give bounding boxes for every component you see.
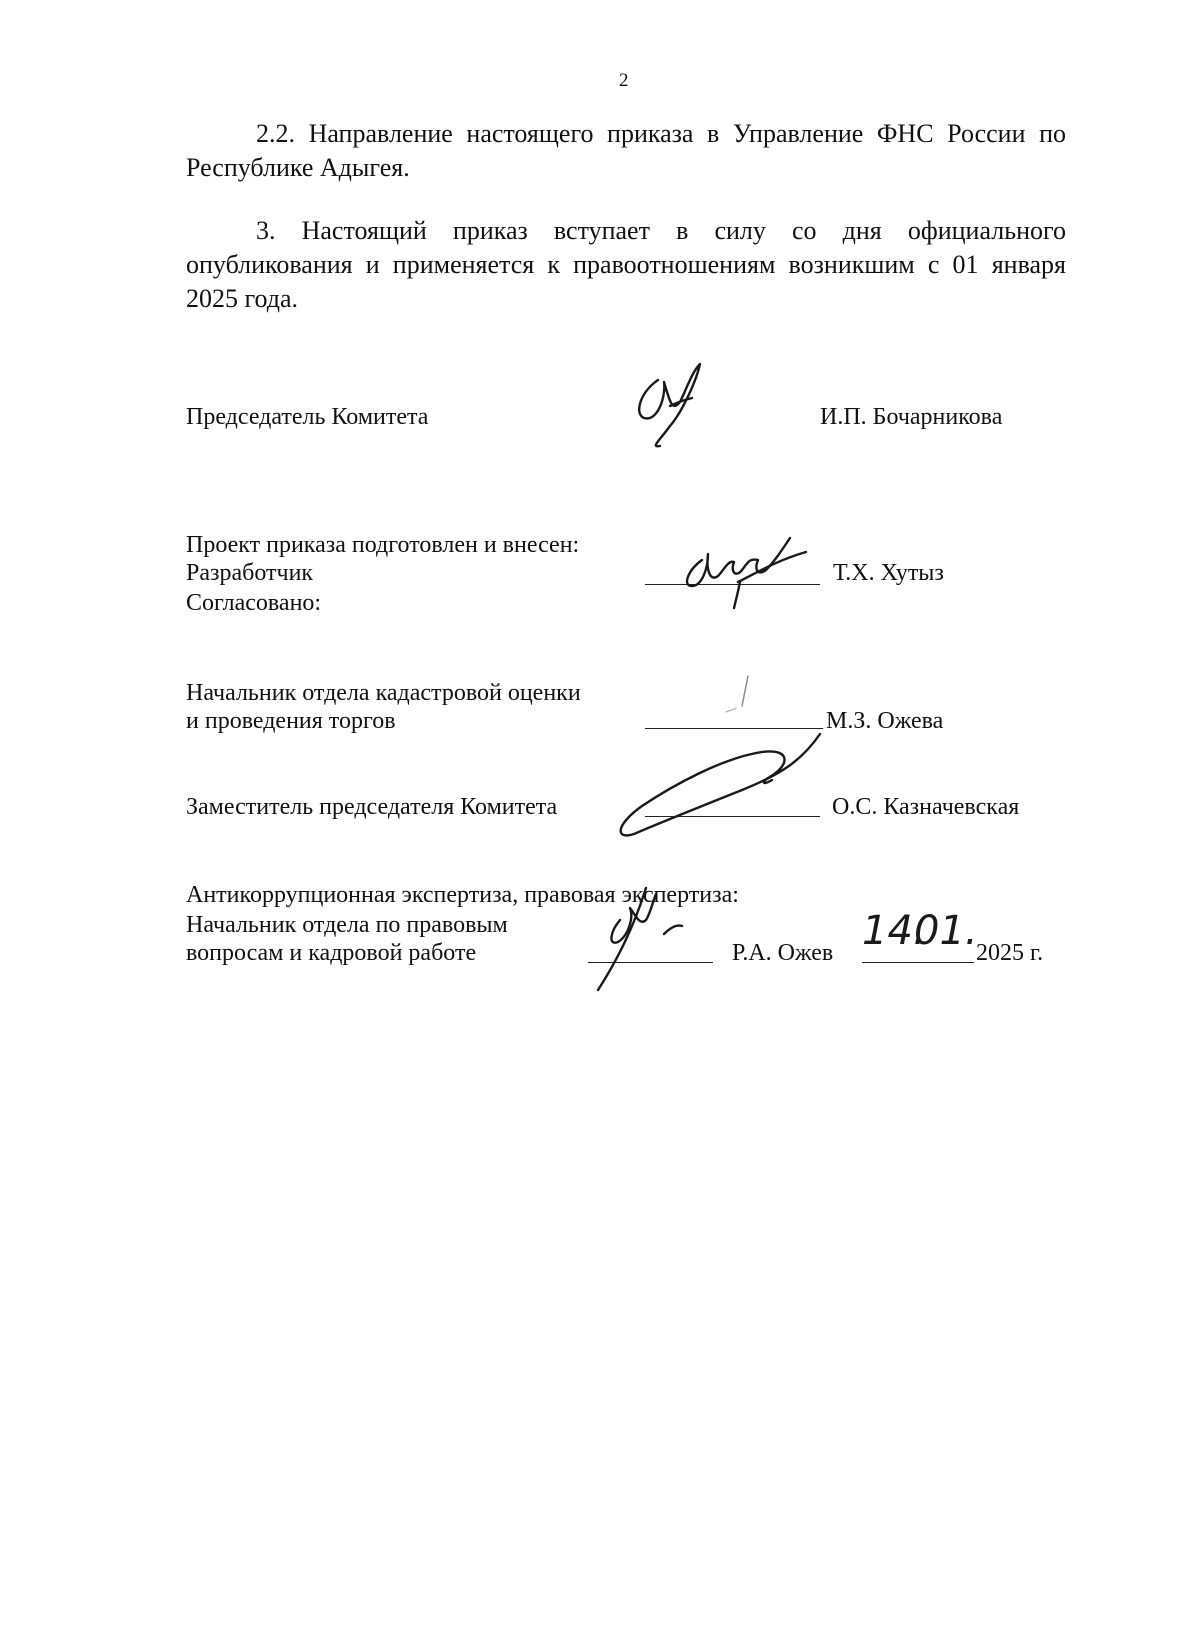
- paragraph-3-line-3: 2025 года.: [186, 284, 299, 313]
- chairman-name: И.П. Бочарникова: [820, 404, 1003, 430]
- page-number: 2: [619, 70, 629, 91]
- developer-signature: [678, 530, 818, 610]
- paragraph-2-2-line-1: 2.2. Направление настоящего приказа в Управление ФНС России по: [256, 119, 1066, 148]
- developer-role: Разработчик: [186, 560, 314, 586]
- deputy-signature: [612, 730, 832, 840]
- cadastral-head-signature: [720, 672, 780, 722]
- paragraph-2-2-line-2: Республике Адыгея.: [186, 153, 410, 182]
- chairman-signature: [630, 362, 710, 462]
- prepared-heading: Проект приказа подготовлен и внесен:: [186, 532, 580, 558]
- legal-head-title-line-2: вопросам и кадровой работе: [186, 940, 477, 966]
- legal-head-signature: [590, 880, 710, 1000]
- cadastral-head-title-line-2: и проведения торгов: [186, 708, 396, 734]
- paragraph-2-2: [186, 117, 1066, 185]
- date-month-handwritten: 01.: [914, 908, 978, 954]
- developer-name: Т.Х. Хутыз: [833, 560, 944, 586]
- paragraph-3: [186, 214, 1066, 316]
- legal-heading: Антикоррупционная экспертиза, правовая экспертиза:: [186, 882, 739, 908]
- cadastral-head-title-line-1: Начальник отдела кадастровой оценки: [186, 680, 581, 706]
- cadastral-head-signature-line: [645, 728, 823, 729]
- cadastral-head-name: М.З. Ожева: [826, 708, 944, 734]
- date-year: 2025 г.: [976, 940, 1044, 966]
- legal-head-name: Р.А. Ожев: [732, 940, 834, 966]
- paragraph-3-line-1: 3. Настоящий приказ вступает в силу со дня официального: [256, 216, 1066, 245]
- date-underline: [862, 962, 974, 963]
- date-day-handwritten: 14.: [862, 908, 926, 954]
- chairman-title: Председатель Комитета: [186, 404, 429, 430]
- legal-head-title-line-1: Начальник отдела по правовым: [186, 912, 508, 938]
- agreed-label: Согласовано:: [186, 590, 322, 616]
- paragraph-3-line-2: опубликования и применяется к правоотношениям возникшим с 01 января: [186, 250, 1066, 279]
- deputy-name: О.С. Казначевская: [832, 794, 1020, 820]
- deputy-title: Заместитель председателя Комитета: [186, 794, 558, 820]
